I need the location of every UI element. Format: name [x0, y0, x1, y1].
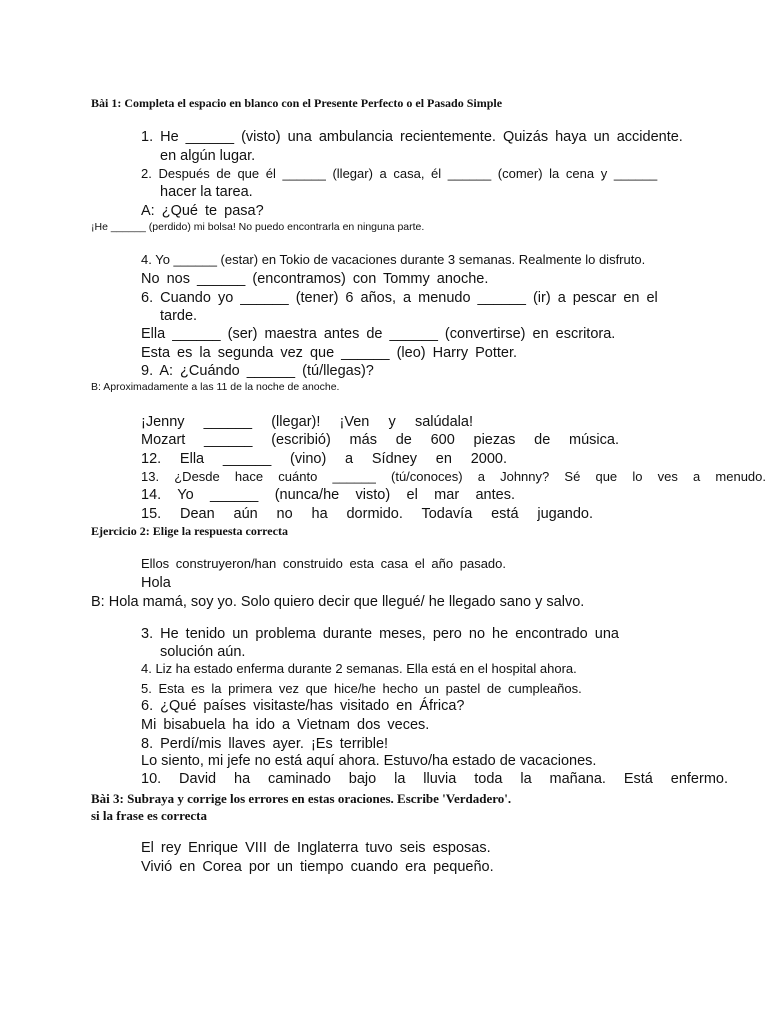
heading-exercise-3: Bài 3: Subraya y corrige los errores en estas oraciones. Escribe 'Verdadero'. — [91, 791, 512, 806]
ex3-item-2: Vivió en Corea por un tiempo cuando era pequeño. — [141, 859, 494, 875]
ex2-item-8: 8. Perdí/mis llaves ayer. ¡Es terrible! — [141, 736, 389, 752]
ex1-item-11: Mozart ______ (escribió) más de 600 piezas de música. — [141, 432, 619, 448]
ex1-item-8: Esta es la segunda vez que ______ (leo) Harry Potter. — [141, 345, 518, 361]
ex2-item-1: Ellos construyeron/han construido esta casa el año pasado. — [141, 556, 506, 571]
ex1-item-13: 13. ¿Desde hace cuánto ______ (tú/conoces) a Johnny? Sé que lo ves a menudo. — [141, 469, 766, 484]
ex1-item-9-reply: B: Aproximadamente a las 11 de la noche de anoche. — [91, 381, 340, 393]
ex1-item-14: 14. Yo ______ (nunca/he visto) el mar antes. — [141, 487, 515, 503]
ex1-item-10: ¡Jenny ______ (llegar)! ¡Ven y salúdala! — [141, 414, 473, 430]
ex1-item-7: Ella ______ (ser) maestra antes de ______ (convertirse) en escritora. — [141, 326, 616, 342]
ex3-item-1: El rey Enrique VIII de Inglaterra tuvo seis esposas. — [141, 840, 491, 856]
ex2-item-3: 3. He tenido un problema durante meses, pero no he encontrado una — [141, 626, 619, 642]
ex1-item-1-cont: en algún lugar. — [160, 148, 256, 164]
ex2-item-2: Hola — [141, 575, 171, 591]
ex1-item-3-reply: ¡He ______ (perdido) mi bolsa! No puedo encontrarla en ninguna parte. — [91, 221, 425, 233]
ex2-item-3-cont: solución aún. — [160, 644, 246, 660]
ex2-item-2-reply: B: Hola mamá, soy yo. Solo quiero decir que llegué/ he llegado sano y salvo. — [91, 594, 585, 610]
ex1-item-2-cont: hacer la tarea. — [160, 184, 253, 200]
ex1-item-6-cont: tarde. — [160, 308, 198, 324]
ex2-item-7: Mi bisabuela ha ido a Vietnam dos veces. — [141, 717, 430, 733]
heading-exercise-1: Bài 1: Completa el espacio en blanco con el Presente Perfecto o el Pasado Simple — [91, 96, 503, 110]
ex1-item-9: 9. A: ¿Cuándo ______ (tú/llegas)? — [141, 363, 374, 379]
ex1-item-6: 6. Cuando yo ______ (tener) 6 años, a menudo ______ (ir) a pescar en el — [141, 290, 658, 306]
ex1-item-3: A: ¿Qué te pasa? — [141, 203, 264, 219]
ex1-item-15: 15. Dean aún no ha dormido. Todavía está jugando. — [141, 506, 593, 522]
ex2-item-9: Lo siento, mi jefe no está aquí ahora. Estuvo/ha estado de vacaciones. — [141, 753, 597, 769]
ex1-item-5: No nos ______ (encontramos) con Tommy anoche. — [141, 271, 489, 287]
ex2-item-10: 10. David ha caminado bajo la lluvia toda la mañana. Está enfermo. — [141, 771, 728, 787]
heading-exercise-2: Ejercicio 2: Elige la respuesta correcta — [91, 524, 288, 538]
ex1-item-1: 1. He ______ (visto) una ambulancia recientemente. Quizás haya un accidente. — [141, 129, 683, 145]
ex1-item-4: 4. Yo ______ (estar) en Tokio de vacaciones durante 3 semanas. Realmente lo disfruto. — [141, 252, 646, 267]
ex2-item-6: 6. ¿Qué países visitaste/has visitado en África? — [141, 698, 465, 714]
ex1-item-12: 12. Ella ______ (vino) a Sídney en 2000. — [141, 451, 507, 467]
ex2-item-4: 4. Liz ha estado enferma durante 2 semanas. Ella está en el hospital ahora. — [141, 661, 577, 676]
ex1-item-2: 2. Después de que él ______ (llegar) a casa, él ______ (comer) la cena y ______ — [141, 166, 658, 181]
ex2-item-5: 5. Esta es la primera vez que hice/he hecho un pastel de cumpleaños. — [141, 681, 582, 696]
heading-exercise-3-cont: si la frase es correcta — [91, 808, 207, 823]
